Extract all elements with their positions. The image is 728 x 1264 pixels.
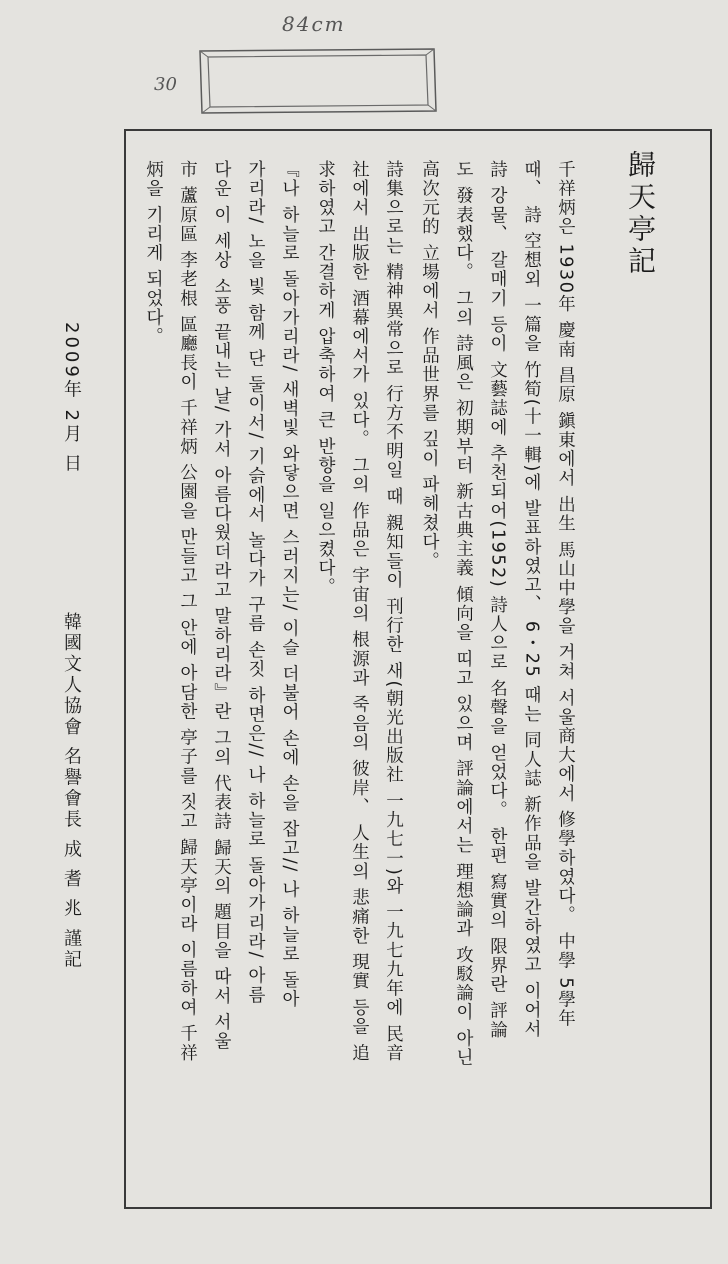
body-line-1: 千祥炳은 1930年 慶南 昌原 鎭東에서 出生 馬山中學을 거쳐 서울商大에서 修學하였다。 中學 5學年 <box>555 160 576 1029</box>
date-line: 2009年 2月 日 <box>61 322 82 475</box>
body-line-3: 詩 강물、 갈매기 등이 文藝誌에 추천되어(1952) 詩人으로 名聲을 얻었다。 한편 寫實의 限界란 評論 <box>487 160 508 1040</box>
sketch-width-label: 84cm <box>282 12 346 36</box>
body-line-9: 『나 하늘로 돌아가리라/ 새벽빛 와닿으면 스러지는/ 이슬 더불어 손에 손을 잡고// 나 하늘로 돌아 <box>279 160 300 1009</box>
body-line-10: 가리라/ 노을 빛 함께 단 둘이서/ 기슭에서 놀다가 구름 손짓 하면은// 나 하늘로 돌아가리라/ 아름 <box>245 160 266 1005</box>
body-line-7: 社에서 出版한 酒幕에서가 있다。 그의 作品은 宇宙의 根源과 죽음의 彼岸、 人生의 悲痛한 現實 등을 追 <box>349 160 370 1063</box>
body-line-13: 炳을 기리게 되었다。 <box>143 160 164 347</box>
body-line-8: 求하였고 간결하게 압축하여 큰 반향을 일으켰다。 <box>315 160 336 597</box>
body-line-2: 때、 詩 空想외 一篇을 竹筍(十一輯)에 발표하였고、 6・25 때는 同人誌 新作品을 발간하였고 이어서 <box>521 160 542 1039</box>
sketch-height-label: 30 <box>154 74 177 95</box>
document-title: 歸天亭記 <box>624 150 657 278</box>
signature-line: 韓國文人協會 名譽會長 成 耆 兆 謹記 <box>61 612 82 971</box>
body-line-12: 市 蘆原區 李老根 區廳長이 千祥炳 公園을 만들고 그 안에 아담한 亭子를 짓고 歸天亭이라 이름하여 千祥 <box>177 160 198 1063</box>
signboard-sketch <box>198 47 438 115</box>
body-line-4: 도 發表했다。 그의 詩風은 初期부터 新古典主義 傾向을 띠고 있으며 評論에서는 理想論과 攻駁論이 아닌 <box>453 160 474 1068</box>
body-line-11: 다운 이 세상 소풍 끝내는 날/ 가서 아름다웠더라고 말하리라』란 그의 代表詩 歸天의 題目을 따서 서울 <box>211 160 232 1051</box>
body-line-6: 詩集으로는 精神異常으로 行方不明일 때 親知들이 刊行한 새(朝光出版社 一九七一)와 一九七九年에 民音 <box>383 160 404 1063</box>
body-line-5: 高次元的 立場에서 作品世界를 깊이 파헤쳤다。 <box>419 160 440 571</box>
